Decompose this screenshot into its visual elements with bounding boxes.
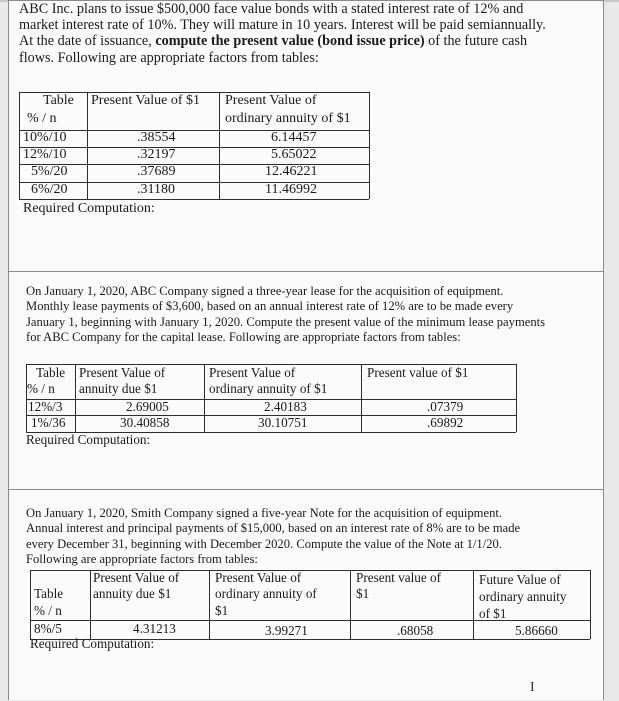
col-header-pvad-line1: Present Value of: [79, 365, 166, 380]
col-header-pvad-line1: Present Value of: [93, 570, 180, 585]
lease-problem-text: On January 1, 2020, ABC Company signed a three-year lease for the acquisition of equipment. Monthly lease payments of $3,600, based on an annual interest rate of 12% are to be made every January 1, beginning with January 1, 2020. Compute the present value of the minimum lease payments for ABC Company for the capital lease. Following are appropriate factors from tables:: [26, 284, 546, 345]
note-problem-text: On January 1, 2020, Smith Company signed a five-year Note for the acquisition of equipment. Annual interest and principal payments of $15,000, based on an interest rate of 8% are to be made every December 31, beginning with December 2020. Compute the value of the Note at 1/1/20. Following are appropriate factors from tables:: [26, 506, 521, 567]
col-header-pv-line1: Present value of: [356, 570, 441, 585]
col-header-table: Table: [36, 365, 66, 380]
row-label: 6%/20: [31, 182, 68, 197]
pvad-factor: 2.69005: [126, 399, 169, 414]
col-header-pvad-line2: annuity due $1: [79, 381, 158, 396]
pvoa-factor: 3.99271: [265, 623, 308, 638]
col-header-pvoa-line3: $1: [215, 603, 229, 618]
pv-factor: .38554: [137, 130, 176, 145]
col-header-table: Table: [43, 93, 74, 108]
pv-factor: .69892: [427, 415, 464, 430]
col-header-rate-period: % / n: [27, 381, 55, 396]
section-lease-problem: [9, 271, 603, 490]
row-label: 10%/10: [23, 130, 67, 145]
col-header-pvoa-line2: ordinary annuity of: [215, 586, 317, 601]
col-header-pvoa-line1: Present Value of: [225, 93, 317, 108]
fvoa-factor: 5.86660: [515, 623, 558, 638]
row-label: 12%/3: [28, 399, 63, 414]
pv-factor: .07379: [427, 399, 464, 414]
col-header-pvad-line2: annuity due $1: [93, 586, 172, 601]
row-label: 8%/5: [34, 621, 62, 636]
pv-factor: .37689: [137, 164, 176, 179]
section-note-problem: [9, 489, 603, 701]
col-header-pvoa-line2: ordinary annuity of $1: [225, 111, 351, 126]
pvoa-factor: 12.46221: [265, 164, 318, 179]
pv-factor: .32197: [137, 147, 176, 162]
bond-problem-text: ABC Inc. plans to issue $500,000 face value bonds with a stated interest rate of 12% and market interest rate of 10%. They will mature in 10 years. Interest will be paid semiannually. At the date of issuance, compute the present value (bond issue price) of the future cash flows. Following are appropriate factors from tables:: [19, 1, 546, 66]
pvoa-factor: 6.14457: [271, 130, 317, 145]
pvoa-factor: 11.46992: [265, 182, 317, 197]
col-header-pvoa-line2: ordinary annuity of $1: [209, 381, 328, 396]
col-header-pv-line2: $1: [356, 586, 370, 601]
bond-factor-table: [19, 89, 369, 201]
col-header-pv1: Present Value of $1: [91, 93, 200, 108]
pv-factor: .31180: [137, 182, 175, 197]
row-label: 5%/20: [31, 164, 68, 179]
required-computation-label: Required Computation:: [30, 636, 155, 651]
row-label: 1%/36: [31, 415, 66, 430]
text-cursor-icon: I: [530, 680, 535, 695]
col-header-fvoa-line3: of $1: [479, 606, 507, 621]
col-header-rate-period: % / n: [34, 603, 62, 618]
required-computation-label: Required Computation:: [23, 201, 155, 216]
note-factor-table: [30, 567, 590, 647]
pvoa-factor: 5.65022: [271, 147, 317, 162]
col-header-pvoa-line1: Present Value of: [209, 365, 296, 380]
col-header-rate-period: % / n: [27, 111, 57, 126]
pv-factor: .68058: [397, 623, 434, 638]
col-header-table: Table: [34, 586, 64, 601]
row-label: 12%/10: [23, 147, 67, 162]
required-computation-label: Required Computation:: [26, 432, 151, 447]
lease-factor-table: [26, 360, 516, 434]
pvoa-factor: 30.10751: [258, 415, 308, 430]
section-bond-problem: [9, 0, 603, 259]
pvad-factor: 30.40858: [120, 415, 170, 430]
pvoa-factor: 2.40183: [264, 399, 307, 414]
col-header-fvoa-line1: Future Value of: [479, 572, 561, 587]
document-sheet: [8, 0, 604, 700]
col-header-fvoa-line2: ordinary annuity: [479, 589, 567, 604]
pvad-factor: 4.31213: [133, 621, 176, 636]
col-header-pv1: Present value of $1: [367, 365, 469, 380]
col-header-pvoa-line1: Present Value of: [215, 570, 302, 585]
